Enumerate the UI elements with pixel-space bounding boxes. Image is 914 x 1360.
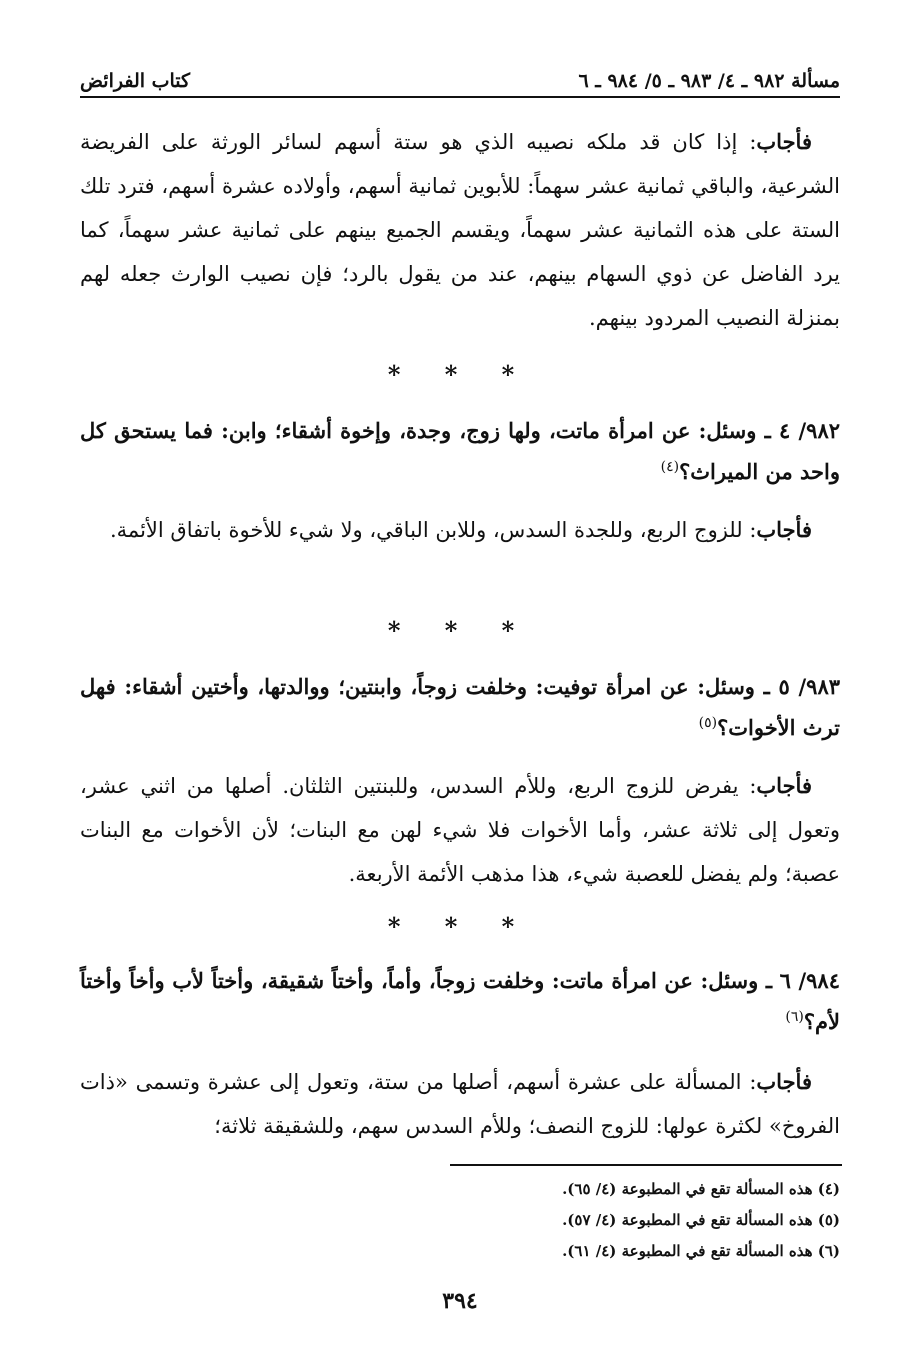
question-number: ٩٨٤/ ٦ ـ bbox=[765, 968, 840, 993]
question-text: وسئل: عن امرأة توفيت: وخلفت زوجاً، وابنتين؛ ووالدتها، وأختين أشقاء: فهل ترث الأخوات؟ bbox=[80, 674, 840, 740]
running-head bbox=[80, 58, 840, 92]
section-separator: * * * bbox=[387, 912, 533, 941]
footnote-rule bbox=[450, 1164, 842, 1166]
question-text: وسئل: عن امرأة ماتت: وخلفت زوجاً، وأماً، وأختاً شقيقة، وأختاً لأب وأخاً وأختاً لأم؟ bbox=[80, 968, 840, 1034]
question-number: ٩٨٣/ ٥ ـ bbox=[763, 674, 841, 699]
answer-text: : إذا كان قد ملكه نصيبه الذي هو ستة أسهم لسائر الورثة على الفريضة الشرعية، والباقي ثمانية عشر سهماً: للأبوين ثمانية أسهم، وأولاده عشرة أسهم، فترد تلك الستة على هذه الثمانية عشر سهماً، ويقسم الجميع بينهم على ثمانية عشر سهماً، كما يرد الفاضل عن ذوي السهام بينهم، عند من يقول بالرد؛ فإن نصيب الوارث جعله لهم بمنزلة النصيب المردود بينهم. bbox=[80, 130, 840, 330]
footnotes bbox=[80, 1174, 840, 1267]
footnote-reference: (٥) bbox=[698, 715, 718, 731]
answer-lead: فأجاب bbox=[756, 129, 812, 154]
answer-text: : المسألة على عشرة أسهم، أصلها من ستة، وتعول إلى عشرة وتسمى «ذات الفروخ» لكثرة عولها: للزوج النصف؛ وللأم السدس سهم، وللشقيقة ثلاثة؛ bbox=[80, 1070, 840, 1138]
answer-text: : يفرض للزوج الربع، وللأم السدس، وللبنتين الثلثان. أصلها من اثني عشر، وتعول إلى ثلاثة عشر، وأما الأخوات فلا شيء لهن مع البنات؛ لأن الأخوات مع البنات عصبة؛ ولم يفضل للعصبة شيء، هذا مذهب الأئمة الأربعة. bbox=[80, 774, 840, 886]
header-rule bbox=[80, 96, 840, 98]
answer-lead: فأجاب bbox=[756, 773, 812, 798]
book-title: كتاب الفرائض bbox=[80, 70, 191, 92]
section-separator: * * * bbox=[387, 616, 533, 645]
question-number: ٩٨٢/ ٤ ـ bbox=[764, 418, 841, 443]
question-983 bbox=[80, 666, 840, 748]
footnote-reference: (٦) bbox=[785, 1009, 804, 1025]
answer-lead: فأجاب bbox=[756, 1069, 812, 1094]
footnote-reference: (٤) bbox=[660, 459, 680, 475]
answer-text: : للزوج الربع، وللجدة السدس، وللابن الباقي، ولا شيء للأخوة باتفاق الأئمة. bbox=[110, 518, 757, 542]
answer-paragraph bbox=[80, 120, 840, 340]
answer-984 bbox=[80, 1060, 840, 1148]
section-separator: * * * bbox=[387, 360, 533, 389]
footnote-4: (٤) هذه المسألة تقع في المطبوعة (٤/ ٦٥). bbox=[562, 1180, 840, 1198]
page-number: ٣٩٤ bbox=[442, 1288, 478, 1314]
answer-lead: فأجاب bbox=[756, 517, 812, 542]
question-982 bbox=[80, 410, 840, 492]
footnote-5: (٥) هذه المسألة تقع في المطبوعة (٤/ ٥٧). bbox=[562, 1211, 840, 1229]
question-984 bbox=[80, 960, 840, 1042]
answer-983 bbox=[80, 764, 840, 896]
question-text: وسئل: عن امرأة ماتت، ولها زوج، وجدة، وإخوة أشقاء؛ وابن: فما يستحق كل واحد من الميراث؟ bbox=[80, 418, 840, 484]
footnote-6: (٦) هذه المسألة تقع في المطبوعة (٤/ ٦١). bbox=[562, 1242, 840, 1260]
answer-982 bbox=[80, 508, 840, 552]
section-title: مسألة ٩٨٢ ـ ٤/ ٩٨٣ ـ ٥/ ٩٨٤ ـ ٦ bbox=[578, 70, 840, 92]
